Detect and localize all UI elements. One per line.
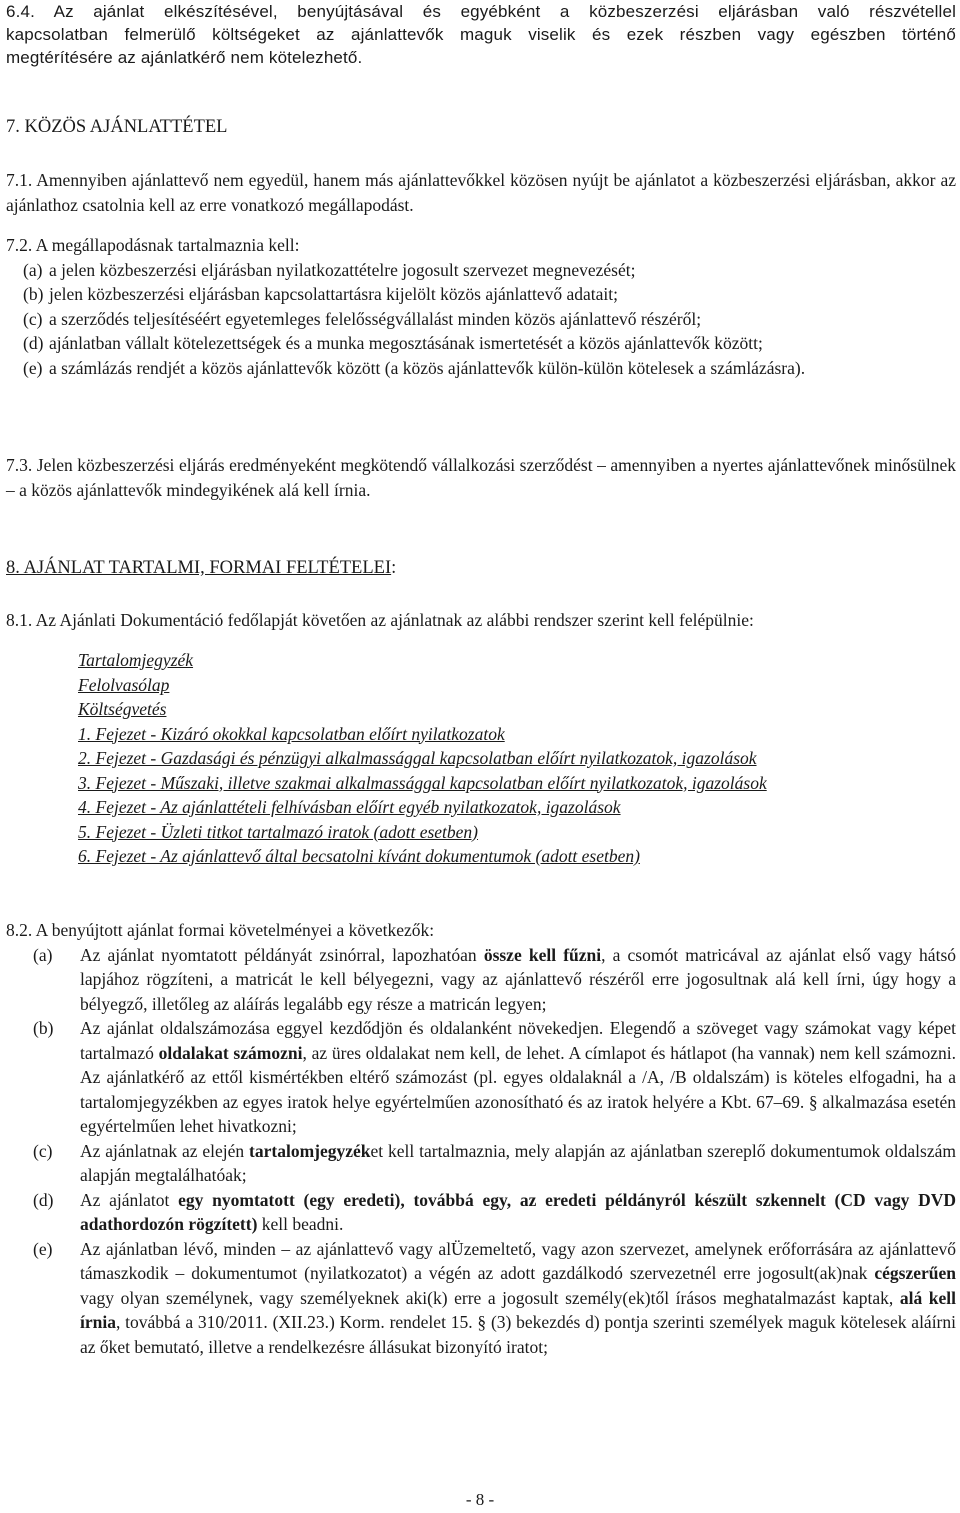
heading-7: 7. KÖZÖS AJÁNLATTÉTEL [6,117,228,137]
requirement-item [6,1237,956,1360]
text-run: Az ajánlatnak az elején [80,1140,250,1161]
requirement-text [80,943,956,1017]
requirement-label: (d) [33,1189,54,1210]
section-6-4-line: megtérítésére az ajánlatkérő nem kötelezhető. [6,48,363,67]
requirement-label: (e) [33,1238,53,1259]
text-run: Az ajánlat oldalszámozása eggyel kezdődjön és oldalanként növekedjen. Elegendő a szöveget vagy számokat vagy képet tartalmazó [80,1018,956,1063]
requirement-label: (c) [33,1140,53,1161]
text-run: Az ajánlat nyomtatott példányát zsinórral, lapozhatóan [80,944,484,965]
bold-run: tartalomjegyzék [249,1140,371,1161]
list-label: (c) [23,308,43,329]
text-run: et kell tartalmaznia, mely alapján az ajánlatban szereplő dokumentumok oldalszám alapján megtalálhatóak; [80,1140,956,1185]
page-number: - 8 - [465,1490,495,1509]
bold-run: egy nyomtatott (egy eredeti), továbbá egy, az eredeti példányról készült szkennelt (CD vagy DVD adathordozón rögzített) [80,1189,957,1234]
section-8-2-intro: 8.2. A benyújtott ajánlat formai követelményei a következők: [6,920,435,940]
section-6-4 [6,0,956,69]
structure-item: Felolvasólap [78,674,170,695]
bold-run: cégszerűen [874,1263,956,1283]
text-run: kell beadni. [257,1214,344,1234]
list-text: a számlázás rendjét a közös ajánlattevők között (a közös ajánlattevők külön-külön kötelesek a számlázásra). [49,357,806,378]
requirement-item [6,1016,956,1139]
structure-item: 5. Fejezet - Üzleti titkot tartalmazó iratok (adott esetben) [78,821,478,842]
structure-item: 2. Fejezet - Gazdasági és pénzügyi alkalmassággal kapcsolatban előírt nyilatkozatok, igazolások [78,748,757,768]
list-text: a jelen közbeszerzési eljárásban nyilatkozattételre jogosult szervezet megnevezését; [49,259,636,280]
heading-8-text: 8. AJÁNLAT TARTALMI, FORMAI FELTÉTELEI [6,558,392,578]
requirement-label: (a) [33,944,53,965]
section-6-4-line: 6.4. Az ajánlat elkészítésével, benyújtásával és egyébként a közbeszerzési eljárásban való részvétellel [6,2,956,21]
structure-item: 3. Fejezet - Műszaki, illetve szakmai alkalmassággal kapcsolatban előírt nyilatkozatok, igazolások [78,772,767,793]
text-run: , az üres oldalakat nem kell, de lehet. A címlapot és hátlapot (ha vannak) nem kell számozni. Az ajánlatkérő az ettől kismértékben eltérő számozást (pl. egyes oldalaknál a /A, /B oldalszám) is köteles elfogadni, ha a tartalomjegyzékben az egyes iratok helye egyértelműen azonosítható és az iratok helyére a Kbt. 67–69. § alkalmazása esetén egyértelműen lehet hivatkozni; [80,1042,956,1136]
heading-8-colon: : [391,558,397,578]
list-label: (b) [23,284,44,304]
bold-run: össze kell fűzni [483,944,602,965]
list-item [6,331,956,356]
section-8-1: 8.1. Az Ajánlati Dokumentáció fedőlapját követően az ajánlatnak az alábbi rendszer szerint kell felépülnie: [6,610,754,630]
section-8-2 [6,918,956,1359]
requirement-text [80,1237,956,1360]
list-text: a szerződés teljesítéséért egyetemleges felelősségvállalást minden közös ajánlattevő részéről; [49,308,702,329]
structure-item: Tartalomjegyzék [78,650,194,670]
text-run: , a csomót matricával az ajánlat első vagy hátsó lapjához rögzíteni, a matricát le kell bélyegezni, vagy az ajánlattevő részéről erre jogosultnak alá kell írni, úgy hogy a bélyegző, illetőleg az aláírás legalább egy része a matricán legyen; [80,944,956,1014]
structure-item: 6. Fejezet - Az ajánlattevő által becsatolni kívánt dokumentumok (adott esetben) [78,846,640,866]
text-run: , továbbá a 310/2011. (XII.23.) Korm. rendelet 15. § (3) bekezdés d) pontja szerinti személyek maguk kötelesek aláírni az őket bemutató, illetve a rendelkezésre állásukat bizonyító iratot; [80,1312,956,1357]
list-text: jelen közbeszerzési eljárásban kapcsolattartásra kijelölt közös ajánlattevő adatait; [49,284,618,304]
requirement-item [6,1188,956,1237]
requirement-label: (b) [33,1018,54,1038]
requirement-text [80,1016,956,1139]
requirement-text [80,1188,956,1237]
list-label: (d) [23,333,44,353]
structure-list [78,648,767,869]
section-7-3: 7.3. Jelen közbeszerzési eljárás eredményeként megkötendő vállalkozási szerződést – amennyiben a nyertes ajánlattevőnek minősülnek – a közös ajánlattevők mindegyikének alá kell írnia. [6,455,956,500]
text-run: Az ajánlatban lévő, minden – az ajánlattevő vagy alÜzemeltető, vagy azon szervezet, amelynek erőforrására az ajánlattevő támaszkodik – dokumentumot (nyilatkozatot) a végén az adott gazdálkodó szervezetnél erre jogosult(ak)nak [80,1238,956,1283]
section-7-2-intro: 7.2. A megállapodásnak tartalmaznia kell: [6,235,300,255]
requirement-item [6,943,956,1017]
list-label: (e) [23,357,43,378]
list-label: (a) [23,259,43,280]
text-run: Az ajánlatot [80,1189,179,1210]
structure-item: 1. Fejezet - Kizáró okokkal kapcsolatban előírt nyilatkozatok [78,723,505,744]
section-7-1: 7.1. Amennyiben ajánlattevő nem egyedül, hanem más ajánlattevőkkel közösen nyújt be ajánlatot a közbeszerzési eljárásban, akkor az ajánlathoz csatolnia kell az erre vonatkozó megállapodást. [6,170,956,215]
section-7-2 [6,233,956,380]
text-run: vagy olyan személynek, vagy személyeknek aki(k) erre a jogosult személy(ek)től írásos meghatalmazást kaptak, [80,1287,900,1308]
requirement-text [80,1139,956,1188]
list-text: ajánlatban vállalt kötelezettségek és a munka megosztásának ismertetését a közös ajánlattevők között; [49,333,763,353]
requirement-item [6,1139,956,1188]
bold-run: oldalakat számozni [158,1042,303,1063]
section-6-4-line: kapcsolatban felmerülő költségeket az ajánlattevők maguk viselik és ezek részben vagy egészben történő [6,25,956,44]
structure-item: 4. Fejezet - Az ajánlattételi felhívásban előírt egyéb nyilatkozatok, igazolások [78,797,621,817]
heading-8 [6,556,396,581]
structure-item: Költségvetés [78,699,167,719]
list-item [6,356,956,381]
list-item [6,258,956,283]
list-item [6,282,956,307]
bold-run: alá kell írnia [80,1287,956,1332]
list-item [6,307,956,332]
